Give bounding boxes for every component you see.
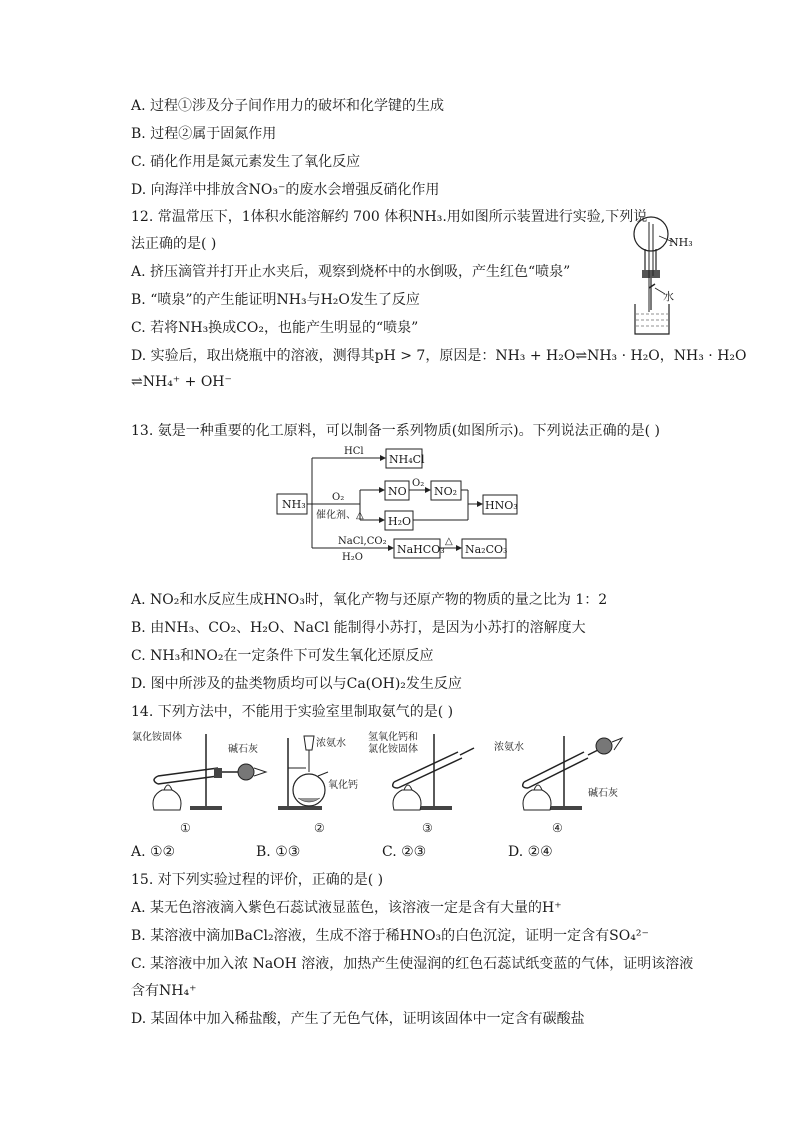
apparatus-4-label-b: 碱石灰 [588, 788, 618, 799]
q13-option-a: A. NO₂和水反应生成HNO₃时，氧化产物与还原产物的物质的量之比为 1：2 [131, 592, 608, 608]
hcl-label: HCl [344, 446, 364, 457]
o2-label: O₂ [332, 492, 345, 503]
h2o-box-label: H₂O [388, 515, 412, 528]
q12-option-b: B. “喷泉”的产生能证明NH₃与H₂O发生了反应 [131, 292, 420, 308]
nahco3-box-label: NaHCO₃ [397, 543, 445, 556]
q15-option-c-cont: 含有NH₄⁺ [131, 983, 197, 999]
no-box-label: NO [388, 485, 407, 498]
nh4cl-box-label: NH₄Cl [389, 453, 425, 466]
q15-option-d: D. 某固体中加入稀盐酸，产生了无色气体，证明该固体中一定含有碳酸盐 [131, 1011, 585, 1027]
apparatus-2-number: ② [314, 821, 325, 835]
q13-option-d: D. 图中所涉及的盐类物质均可以与Ca(OH)₂发生反应 [131, 676, 462, 692]
q13-option-c: C. NH₃和NO₂在一定条件下可发生氧化还原反应 [131, 648, 434, 664]
q11-option-c: C. 硝化作用是氮元素发生了氧化反应 [131, 154, 361, 170]
no2-box-label: NO₂ [434, 485, 458, 498]
apparatus-3-label-b: 氯化铵固体 [368, 744, 418, 755]
q14-choice-b: B. ①③ [256, 844, 301, 860]
h2o-condition-label: H₂O [342, 552, 363, 563]
q12-option-d: D. 实验后，取出烧瓶中的溶液，测得其pH > 7，原因是：NH₃ + H₂O⇌NH₃ · H₂O，NH₃ · H₂O [131, 348, 747, 364]
q12-stem-line2: 法正确的是( ) [131, 236, 217, 252]
q14-stem: 14. 下列方法中，不能用于实验室里制取氨气的是( ) [131, 704, 454, 720]
q11-option-d: D. 向海洋中排放含NO₃⁻的废水会增强反硝化作用 [131, 182, 440, 198]
nacl-co2-label: NaCl,CO₂ [338, 536, 387, 547]
q14-choice-a: A. ①② [131, 844, 176, 860]
apparatus-4-number: ④ [552, 821, 563, 835]
apparatus-3-number: ③ [422, 821, 433, 835]
q12-stem-line1: 12. 常温常压下，1体积水能溶解约 700 体积NH₃.用如图所示装置进行实验,下列说 [131, 209, 648, 225]
apparatus-1-label-b: 碱石灰 [228, 744, 258, 755]
q11-option-a: A. 过程①涉及分子间作用力的破坏和化学键的生成 [131, 98, 445, 114]
apparatus-1-number: ① [180, 821, 191, 835]
fountain-apparatus-figure [625, 212, 705, 337]
ammonia-flow-diagram [272, 444, 522, 564]
ammonia-apparatus-figure [128, 728, 648, 836]
q15-stem: 15. 对下列实验过程的评价，正确的是( ) [131, 872, 384, 888]
q12-option-d-cont: ⇌NH₄⁺ + OH⁻ [131, 374, 232, 390]
q15-option-c: C. 某溶液中加入浓 NaOH 溶液，加热产生使湿润的红色石蕊试纸变蓝的气体，证明该溶液 [131, 956, 694, 972]
nh3-box-label: NH₃ [282, 498, 306, 511]
catalyst-label: 催化剂、△ [316, 510, 364, 521]
apparatus-4 [494, 736, 622, 835]
apparatus-1 [132, 730, 266, 835]
q12-option-c: C. 若将NH₃换成CO₂，也能产生明显的“喷泉” [131, 320, 419, 336]
heat-label: △ [445, 536, 453, 547]
apparatus-1-label-a: 氯化铵固体 [132, 732, 182, 743]
q13-option-b: B. 由NH₃、CO₂、H₂O、NaCl 能制得小苏打，是因为小苏打的溶解度大 [131, 620, 586, 636]
na2co3-box-label: Na₂CO₃ [465, 543, 508, 556]
hno3-box-label: HNO₃ [485, 499, 518, 512]
q15-option-b: B. 某溶液中滴加BaCl₂溶液，生成不溶于稀HNO₃的白色沉淀，证明一定含有SO₄²⁻ [131, 928, 649, 944]
q11-option-b: B. 过程②属于固氮作用 [131, 126, 277, 142]
apparatus-2-label-a: 浓氨水 [316, 738, 346, 749]
q14-choice-d: D. ②④ [508, 844, 553, 860]
q14-choice-c: C. ②③ [382, 844, 427, 860]
apparatus-2-label-b: 氧化钙 [328, 780, 358, 791]
o2-second-label: O₂ [412, 478, 425, 489]
nh3-label: NH₃ [669, 236, 693, 249]
water-label: 水 [663, 290, 674, 303]
apparatus-4-label-a: 浓氨水 [494, 742, 524, 753]
q15-option-a: A. 某无色溶液滴入紫色石蕊试液显蓝色，该溶液一定是含有大量的H⁺ [131, 900, 562, 916]
q13-stem: 13. 氨是一种重要的化工原料，可以制备一系列物质(如图所示)。下列说法正确的是( ) [131, 423, 661, 439]
apparatus-3-label-a: 氢氧化钙和 [368, 732, 418, 743]
apparatus-2 [278, 736, 358, 835]
apparatus-3 [368, 730, 474, 835]
q12-option-a: A. 挤压滴管并打开止水夹后，观察到烧杯中的水倒吸，产生红色“喷泉” [131, 264, 571, 280]
